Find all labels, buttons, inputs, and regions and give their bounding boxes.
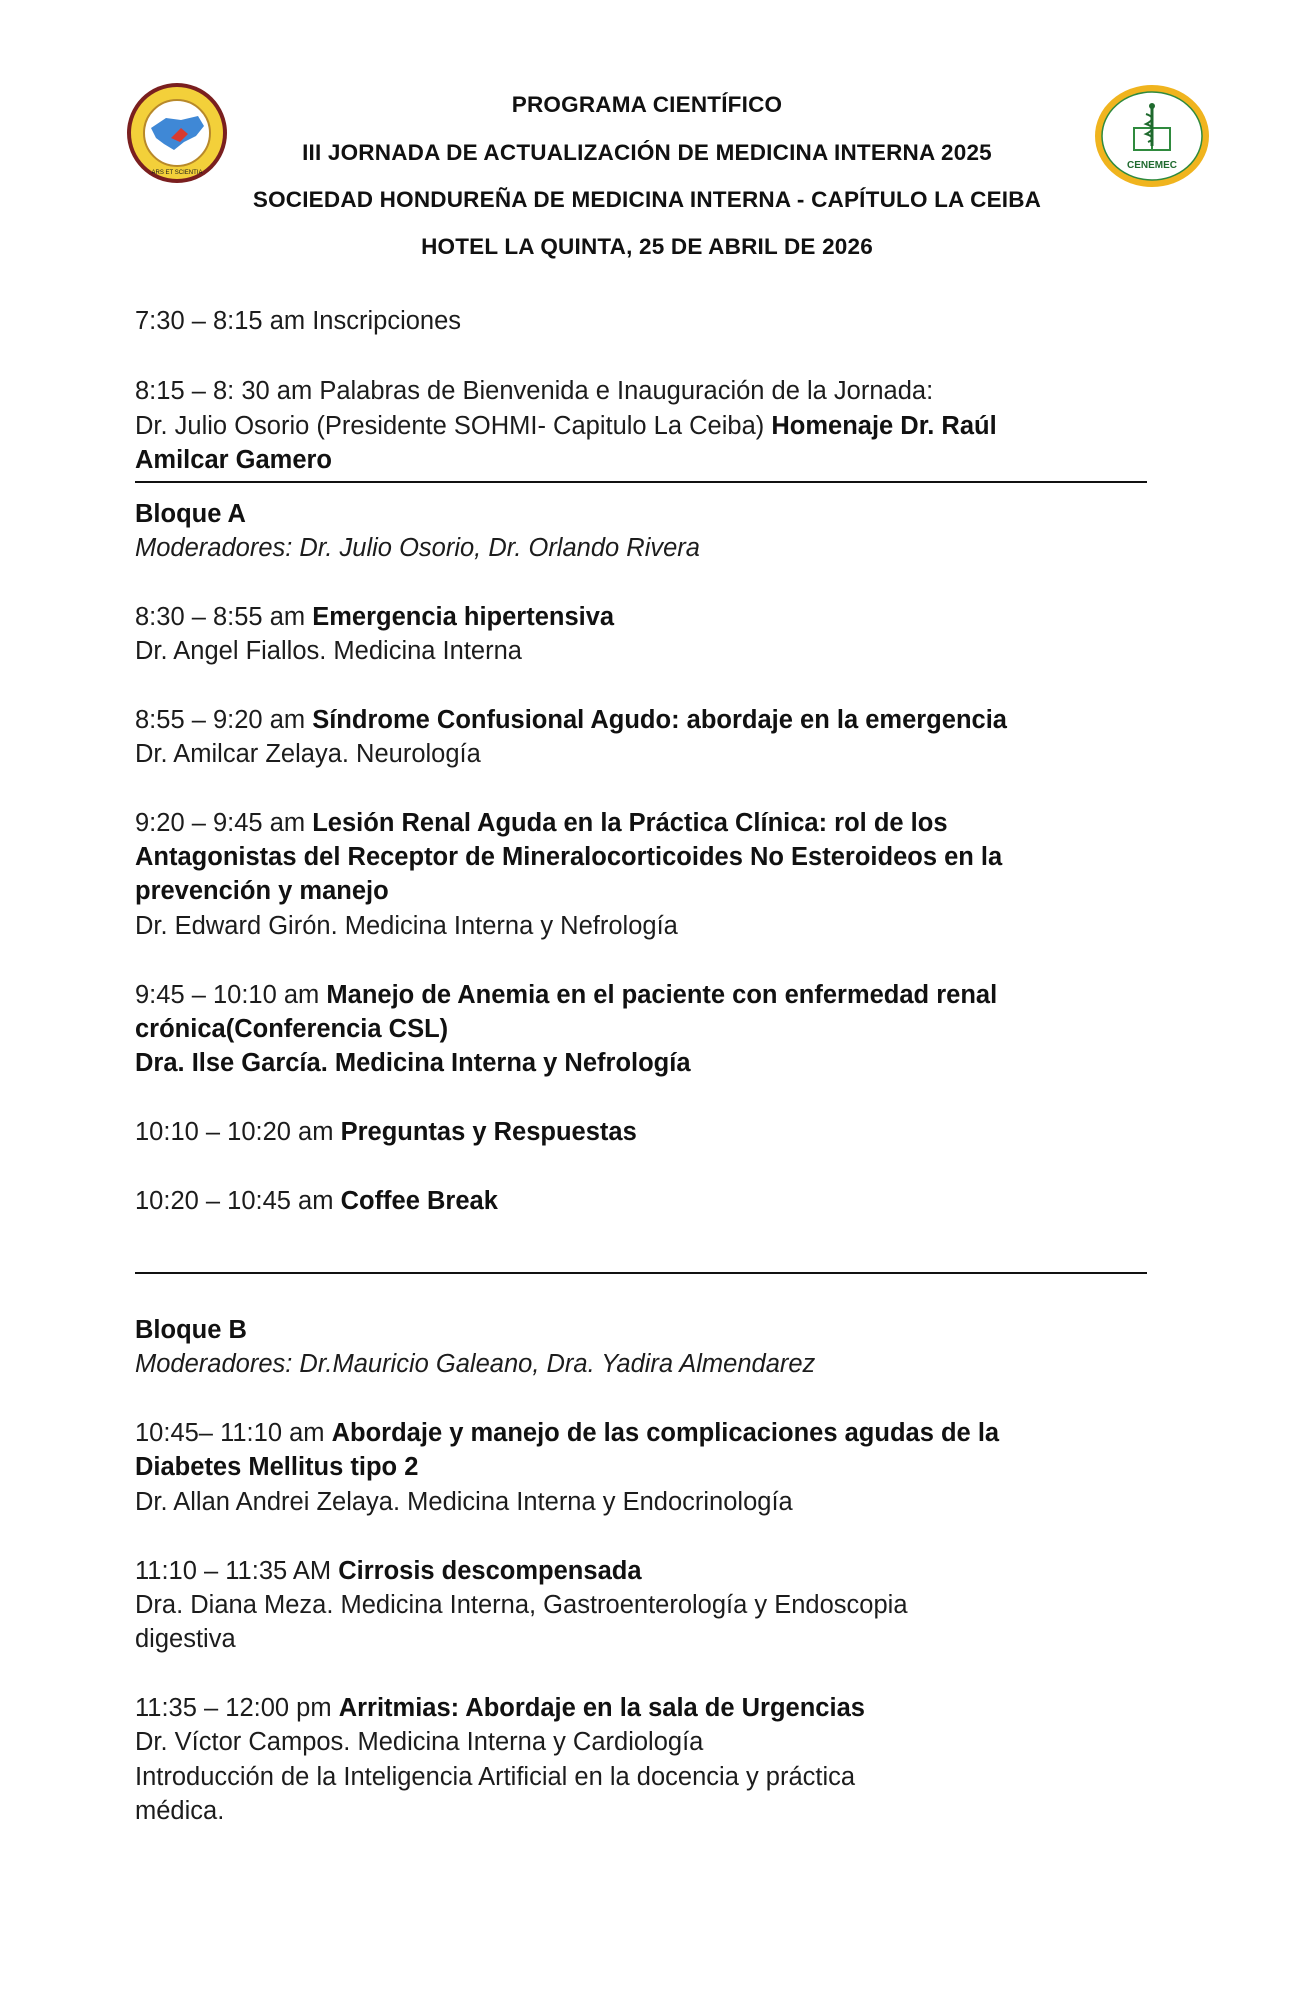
speaker: Dr. Julio Osorio (Presidente SOHMI- Capitulo La Ceiba) — [135, 412, 765, 440]
talk-speaker-cont: digestiva — [135, 1625, 236, 1653]
talk-title: Preguntas y Respuestas — [340, 1118, 637, 1146]
talk-speaker: Dr. Amilcar Zelaya. Neurología — [135, 740, 481, 768]
talk-extra-cont: médica. — [135, 1797, 225, 1825]
talk-speaker: Dr. Edward Girón. Medicina Interna y Nefrología — [135, 912, 678, 940]
tribute-text-cont: Amilcar Gamero — [135, 446, 333, 474]
time: 8:15 – 8: 30 am — [135, 377, 313, 405]
talk-title-cont: crónica(Conferencia CSL) — [135, 1015, 449, 1043]
talk-title-cont: Antagonistas del Receptor de Mineralocorticoides No Esteroideos en la — [135, 843, 1003, 871]
block-b-heading: Bloque B — [135, 1316, 247, 1344]
time: 8:55 – 9:20 am — [135, 706, 306, 734]
welcome-speaker-line — [135, 409, 997, 443]
coffee-break-item — [135, 1184, 498, 1218]
talk-title: Arritmias: Abordaje en la sala de Urgencias — [338, 1694, 865, 1722]
item-title: Inscripciones — [312, 307, 462, 335]
talk-time-title — [135, 1554, 642, 1588]
svg-text:ARS ET SCIENTIA: ARS ET SCIENTIA — [151, 170, 203, 176]
talk-time-title — [135, 1416, 999, 1450]
talk-speaker: Dr. Allan Andrei Zelaya. Medicina Interna y Endocrinología — [135, 1488, 793, 1516]
time: 11:10 – 11:35 AM — [135, 1557, 332, 1585]
organizer-line: SOCIEDAD HONDUREÑA DE MEDICINA INTERNA - CAPÍTULO LA CEIBA — [252, 187, 1042, 212]
qa-item — [135, 1115, 637, 1149]
time: 8:30 – 8:55 am — [135, 603, 306, 631]
item-title: Palabras de Bienvenida e Inauguración de la Jornada: — [319, 377, 934, 405]
talk-title: Abordaje y manejo de las complicaciones agudas de la — [331, 1419, 1000, 1447]
talk-title-cont: prevención y manejo — [135, 877, 389, 905]
talk-title: Cirrosis descompensada — [338, 1557, 642, 1585]
time: 10:45– 11:10 am — [135, 1419, 325, 1447]
block-a-moderators: Moderadores: Dr. Julio Osorio, Dr. Orlando Rivera — [135, 534, 700, 562]
event-title: III JORNADA DE ACTUALIZACIÓN DE MEDICINA INTERNA 2025 — [302, 140, 992, 165]
registration-item — [135, 304, 461, 338]
talk-time-title — [135, 600, 614, 634]
block-b-moderators: Moderadores: Dr.Mauricio Galeano, Dra. Yadira Almendarez — [135, 1350, 816, 1378]
section-divider — [135, 1272, 1147, 1274]
venue-date-line: HOTEL LA QUINTA, 25 DE ABRIL DE 2026 — [421, 234, 873, 259]
talk-extra: Introducción de la Inteligencia Artificial en la docencia y práctica — [135, 1763, 856, 1791]
time: 9:45 – 10:10 am — [135, 981, 320, 1009]
time: 11:35 – 12:00 pm — [135, 1694, 332, 1722]
time: 10:10 – 10:20 am — [135, 1118, 334, 1146]
talk-title: Síndrome Confusional Agudo: abordaje en la emergencia — [312, 706, 1007, 734]
welcome-item — [135, 374, 933, 408]
talk-time-title — [135, 806, 948, 840]
talk-title: Emergencia hipertensiva — [312, 603, 615, 631]
talk-time-title — [135, 703, 1007, 737]
tribute-text: Homenaje Dr. Raúl — [771, 412, 997, 440]
talk-speaker: Dra. Ilse García. Medicina Interna y Nefrología — [135, 1049, 691, 1077]
section-divider — [135, 481, 1147, 483]
talk-speaker: Dr. Angel Fiallos. Medicina Interna — [135, 637, 522, 665]
talk-title: Manejo de Anemia en el paciente con enfermedad renal — [326, 981, 998, 1009]
talk-time-title — [135, 1691, 865, 1725]
time: 9:20 – 9:45 am — [135, 809, 306, 837]
talk-title-cont: Diabetes Mellitus tipo 2 — [135, 1453, 419, 1481]
cenemec-banner-text: CENEMEC — [1126, 160, 1178, 171]
talk-title: Coffee Break — [340, 1187, 498, 1215]
time: 10:20 – 10:45 am — [135, 1187, 334, 1215]
talk-speaker: Dr. Víctor Campos. Medicina Interna y Cardiología — [135, 1728, 704, 1756]
talk-time-title — [135, 978, 997, 1012]
talk-title: Lesión Renal Aguda en la Práctica Clínica: rol de los — [312, 809, 948, 837]
block-a-heading: Bloque A — [135, 500, 246, 528]
talk-speaker: Dra. Diana Meza. Medicina Interna, Gastroenterología y Endoscopia — [135, 1591, 908, 1619]
program-title: PROGRAMA CIENTÍFICO — [511, 92, 783, 117]
time: 7:30 – 8:15 am — [135, 307, 306, 335]
